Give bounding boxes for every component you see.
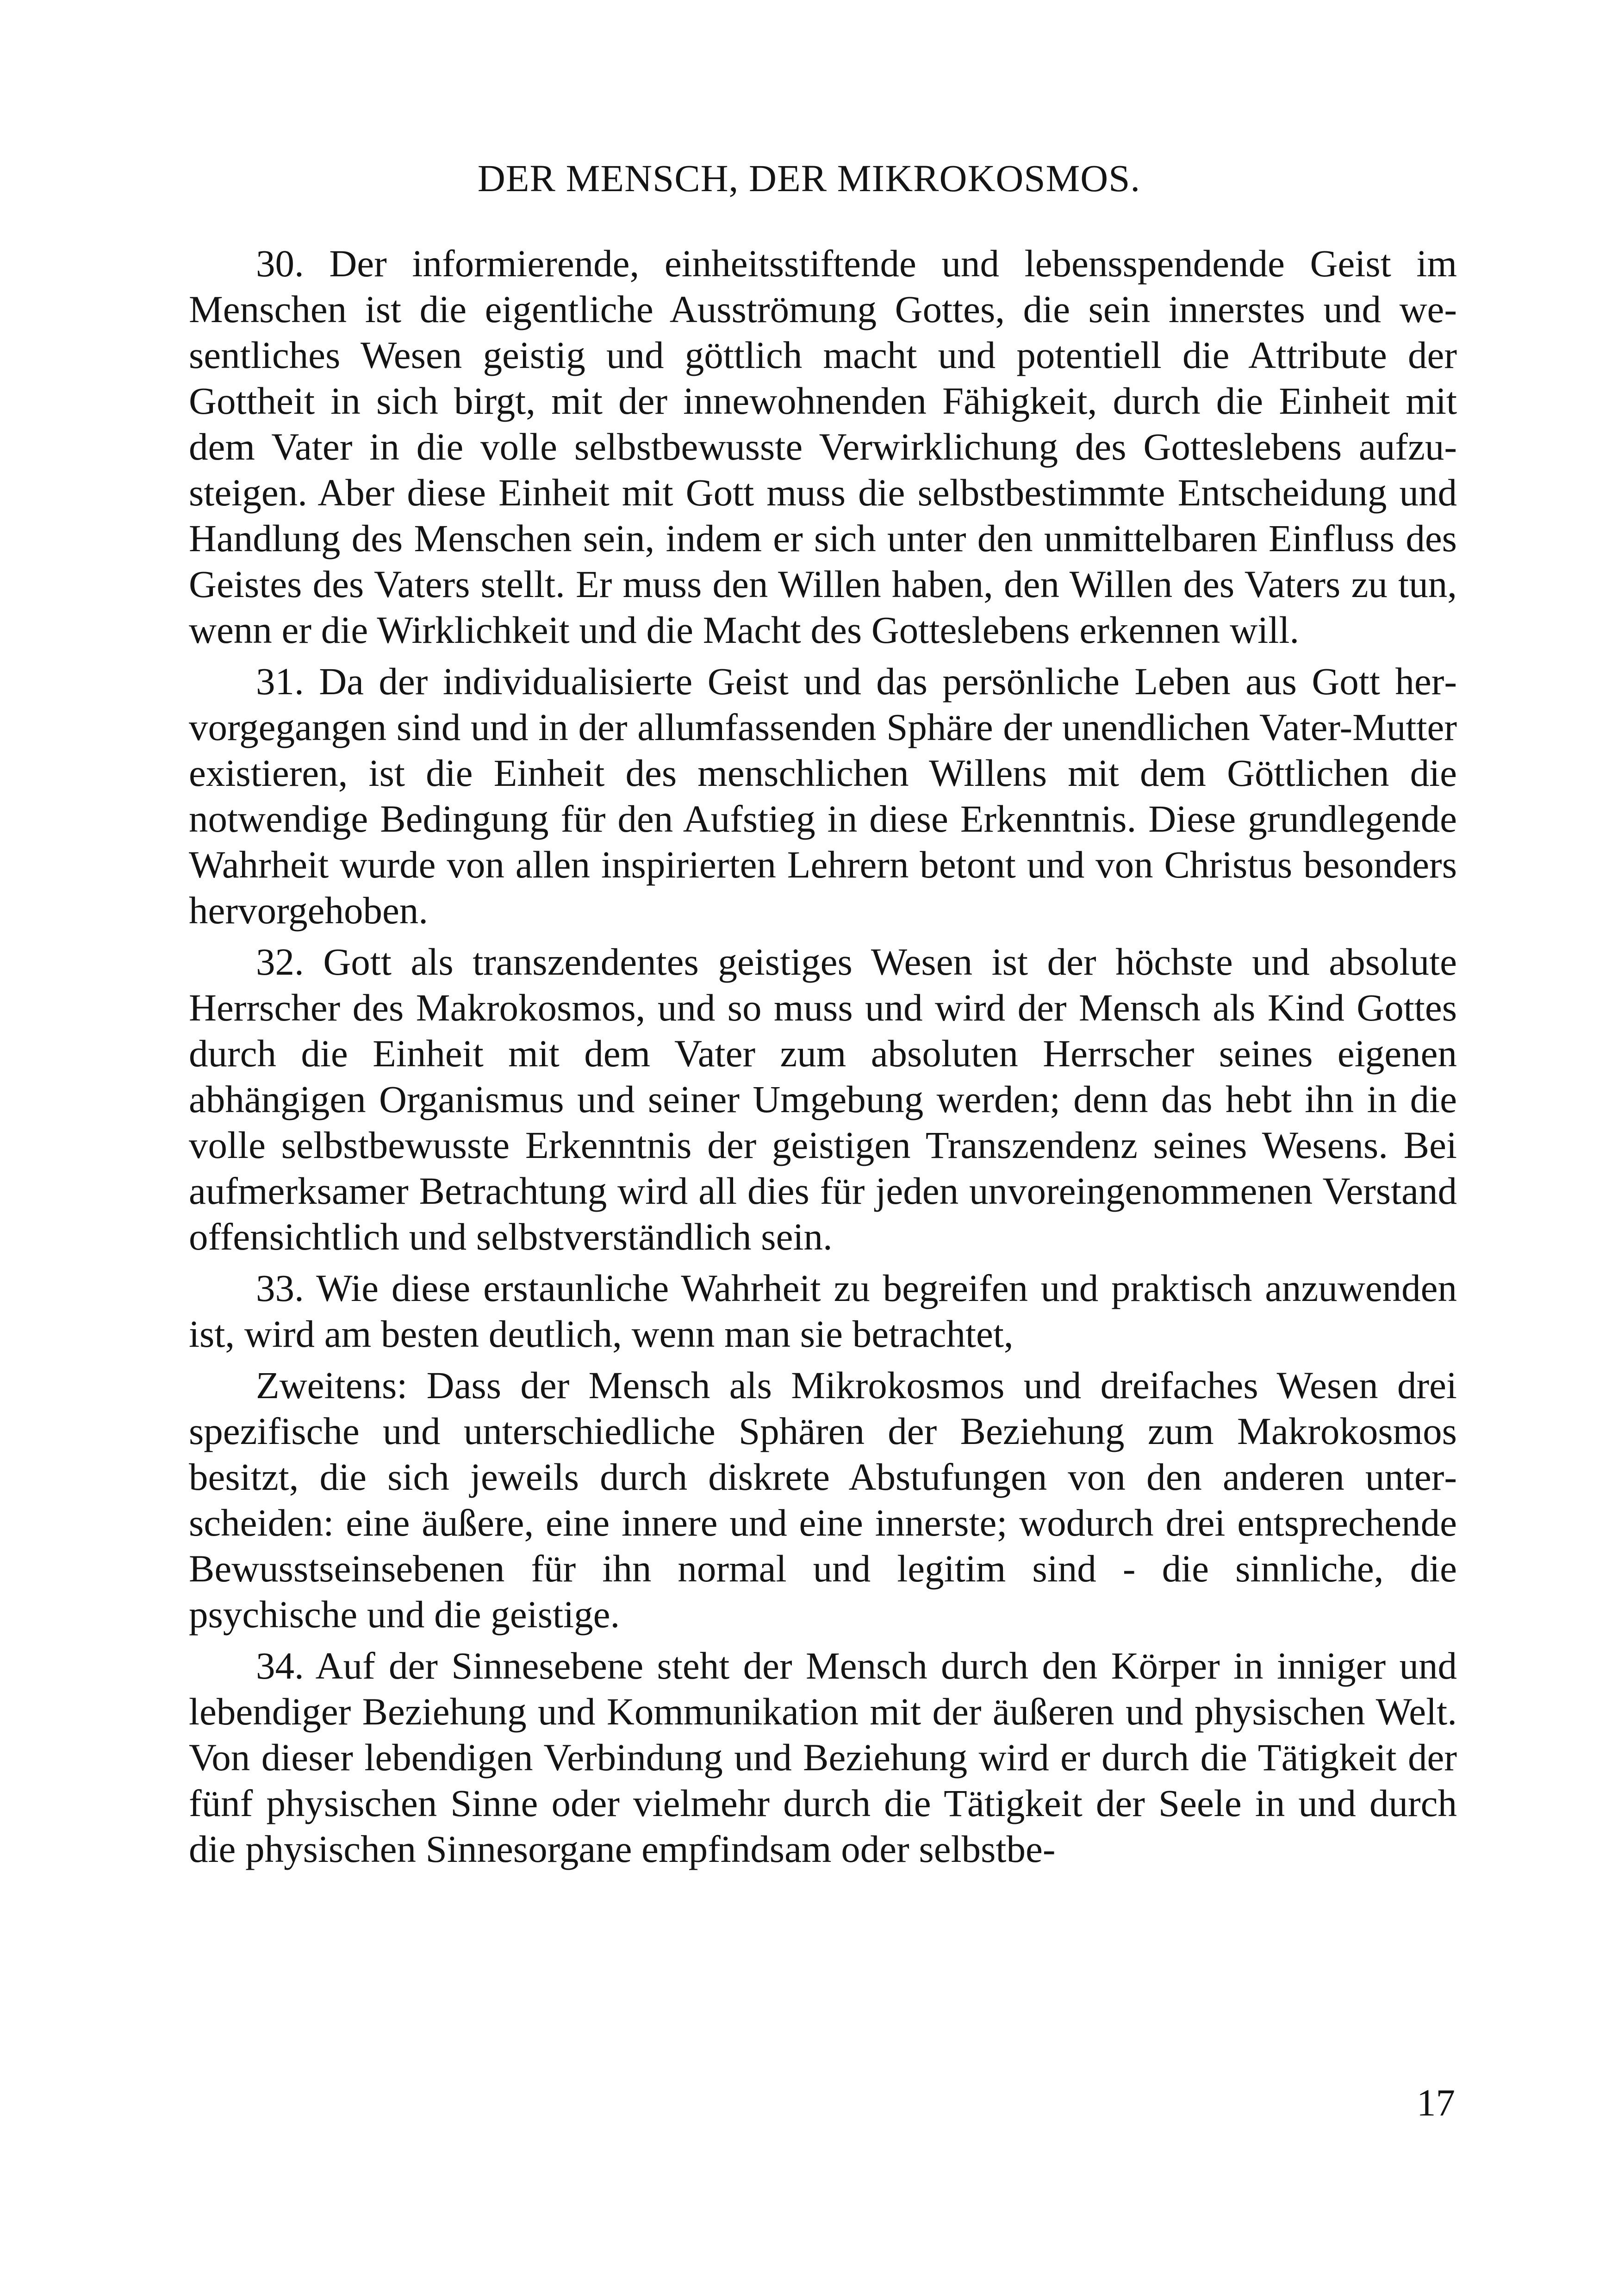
page-number: 17 xyxy=(1417,2081,1455,2124)
paragraph-32: 32. Gott als transzendentes geistiges Wesen ist der höchste und absolute Herrscher des Makrokosmos, und so muss und wird der Mensch als Kind Gottes durch die Einheit mit dem Vater zum absoluten Herrscher seines eigenen abhängigen Organismus und seiner Umgebung werden; denn das hebt ihn in die volle selbstbewusste Erkenntnis der geistigen Transzendenz seines Wesens. Bei aufmerksamer Betrachtung wird all dies für jeden unvoreingenommenen Verstand offensichtlich und selbstverständlich sein. xyxy=(189,940,1457,1258)
running-header: DER MENSCH, DER MIKROKOSMOS. xyxy=(477,157,1141,199)
paragraph-zweitens: Zweitens: Dass der Mensch als Mikrokosmos und dreifaches Wesen drei spezifische und unterschiedliche Sphären der Beziehung zum Makrokosmos besitzt, die sich jeweils durch diskrete Abstufungen von den anderen unterscheiden: eine äußere, eine innere und eine innerste; wodurch drei entsprechende Bewusstseinsebenen für ihn normal und legitim sind - die sinnliche, die psychische und die geistige. xyxy=(189,1364,1457,1636)
paragraph-34: 34. Auf der Sinnesebene steht der Mensch durch den Körper in inniger und lebendiger Beziehung und Kommunikation mit der äußeren und physischen Welt. Von dieser lebendigen Verbindung und Beziehung wird er durch die Tätigkeit der fünf physischen Sinne oder vielmehr durch die Tätigkeit der Seele in und durch die physischen Sinnesorgane empfindsam oder selbstbe- xyxy=(189,1644,1457,1870)
paragraph-33: 33. Wie diese erstaunliche Wahrheit zu begreifen und praktisch anzuwenden ist, wird am besten deutlich, wenn man sie betrachtet, xyxy=(189,1267,1457,1355)
paragraph-30: 30. Der informierende, einheitsstiftende und lebensspendende Geist im Menschen ist die eigentliche Ausströmung Gottes, die sein innerstes und wesentliches Wesen geistig und göttlich macht und potentiell die Attribute der Gottheit in sich birgt, mit der innewohnenden Fähigkeit, durch die Einheit mit dem Vater in die volle selbstbewusste Verwirklichung des Gotteslebens aufzusteigen. Aber diese Einheit mit Gott muss die selbstbestimmte Entscheidung und Handlung des Menschen sein, indem er sich unter den unmittelbaren Einfluss des Geistes des Vaters stellt. Er muss den Willen haben, den Willen des Vaters zu tun, wenn er die Wirklichkeit und die Macht des Gotteslebens erkennen will. xyxy=(189,242,1457,651)
paragraph-31: 31. Da der individualisierte Geist und das persönliche Leben aus Gott hervorgegangen sind und in der allumfassenden Sphäre der unendlichen Vater-Mutter existieren, ist die Einheit des menschlichen Willens mit dem Göttlichen die notwendige Bedingung für den Aufstieg in diese Erkenntnis. Diese grundlegende Wahrheit wurde von allen inspirierten Lehrern betont und von Christus besonders hervorgehoben. xyxy=(189,660,1457,932)
body-text xyxy=(189,241,1457,1878)
